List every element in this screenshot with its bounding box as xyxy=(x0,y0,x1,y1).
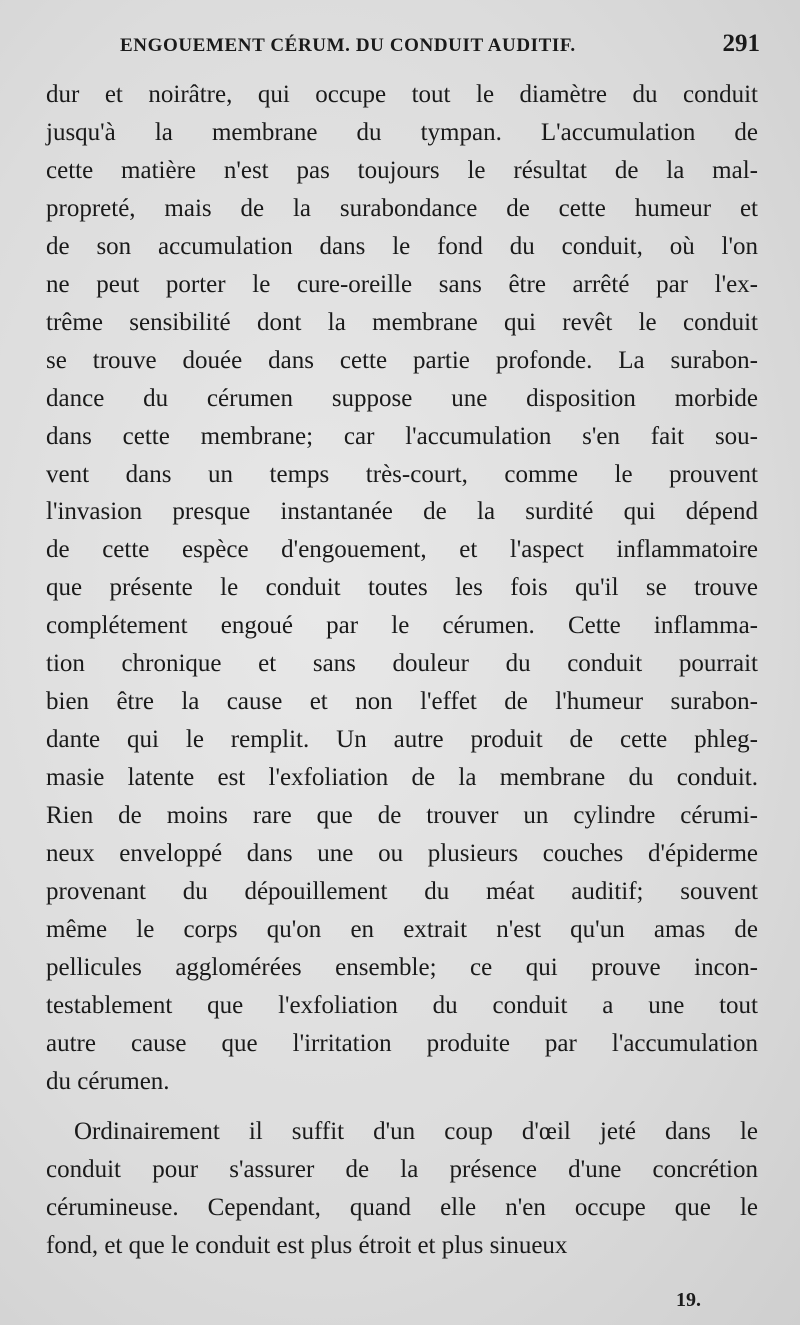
text-line: provenant du dépouillement du méat auditif; souvent xyxy=(46,878,758,906)
text-line: que présente le conduit toutes les fois qu'il se trouve xyxy=(46,574,758,602)
body-text xyxy=(46,76,758,1265)
text-line: propreté, mais de la surabondance de cette humeur et xyxy=(46,194,758,222)
text-line: jusqu'à la membrane du tympan. L'accumulation de xyxy=(46,118,758,146)
text-line: même le corps qu'on en extrait n'est qu'un amas de xyxy=(46,915,758,943)
text-line: dante qui le remplit. Un autre produit de cette phleg- xyxy=(46,726,758,754)
text-line: complétement engoué par le cérumen. Cette inflamma- xyxy=(46,612,758,640)
text-line: trême sensibilité dont la membrane qui revêt le conduit xyxy=(46,308,758,336)
text-line: testablement que l'exfoliation du conduit a une tout xyxy=(46,991,758,1019)
text-line: bien être la cause et non l'effet de l'humeur surabon- xyxy=(46,688,758,716)
text-line: vent dans un temps très-court, comme le prouvent xyxy=(46,460,758,488)
text-line: fond, et que le conduit est plus étroit et plus sinueux xyxy=(46,1231,568,1259)
text-line: masie latente est l'exfoliation de la membrane du conduit. xyxy=(46,764,758,792)
signature-mark: 19. xyxy=(676,1289,701,1311)
text-line: neux enveloppé dans une ou plusieurs couches d'épiderme xyxy=(46,840,758,868)
running-title: ENGOUEMENT CÉRUM. DU CONDUIT AUDITIF. xyxy=(120,35,576,56)
text-line: Ordinairement il suffit d'un coup d'œil jeté dans le xyxy=(74,1117,758,1145)
text-line: ne peut porter le cure-oreille sans être arrêté par l'ex- xyxy=(46,270,758,298)
text-line: conduit pour s'assurer de la présence d'une concrétion xyxy=(46,1155,758,1183)
text-line: se trouve douée dans cette partie profonde. La surabon- xyxy=(46,346,758,374)
text-line: cette matière n'est pas toujours le résultat de la mal- xyxy=(46,156,758,184)
text-line: dance du cérumen suppose une disposition morbide xyxy=(46,384,758,412)
text-line: tion chronique et sans douleur du conduit pourrait xyxy=(46,650,758,678)
text-line: cérumineuse. Cependant, quand elle n'en occupe que le xyxy=(46,1193,758,1221)
text-line: du cérumen. xyxy=(46,1067,170,1095)
text-line: dans cette membrane; car l'accumulation s'en fait sou- xyxy=(46,422,758,450)
text-line: pellicules agglomérées ensemble; ce qui prouve incon- xyxy=(46,953,758,981)
paragraph xyxy=(46,1113,758,1265)
text-line: de cette espèce d'engouement, et l'aspect inflammatoire xyxy=(46,536,758,564)
text-line: autre cause que l'irritation produite par l'accumulation xyxy=(46,1029,758,1057)
text-line: l'invasion presque instantanée de la surdité qui dépend xyxy=(46,498,758,526)
text-line: de son accumulation dans le fond du conduit, où l'on xyxy=(46,232,758,260)
page-number: 291 xyxy=(722,30,760,57)
running-head xyxy=(120,30,760,58)
text-line: Rien de moins rare que de trouver un cylindre cérumi- xyxy=(46,802,758,830)
text-line: dur et noirâtre, qui occupe tout le diamètre du conduit xyxy=(46,81,758,108)
paragraph xyxy=(46,76,758,1101)
